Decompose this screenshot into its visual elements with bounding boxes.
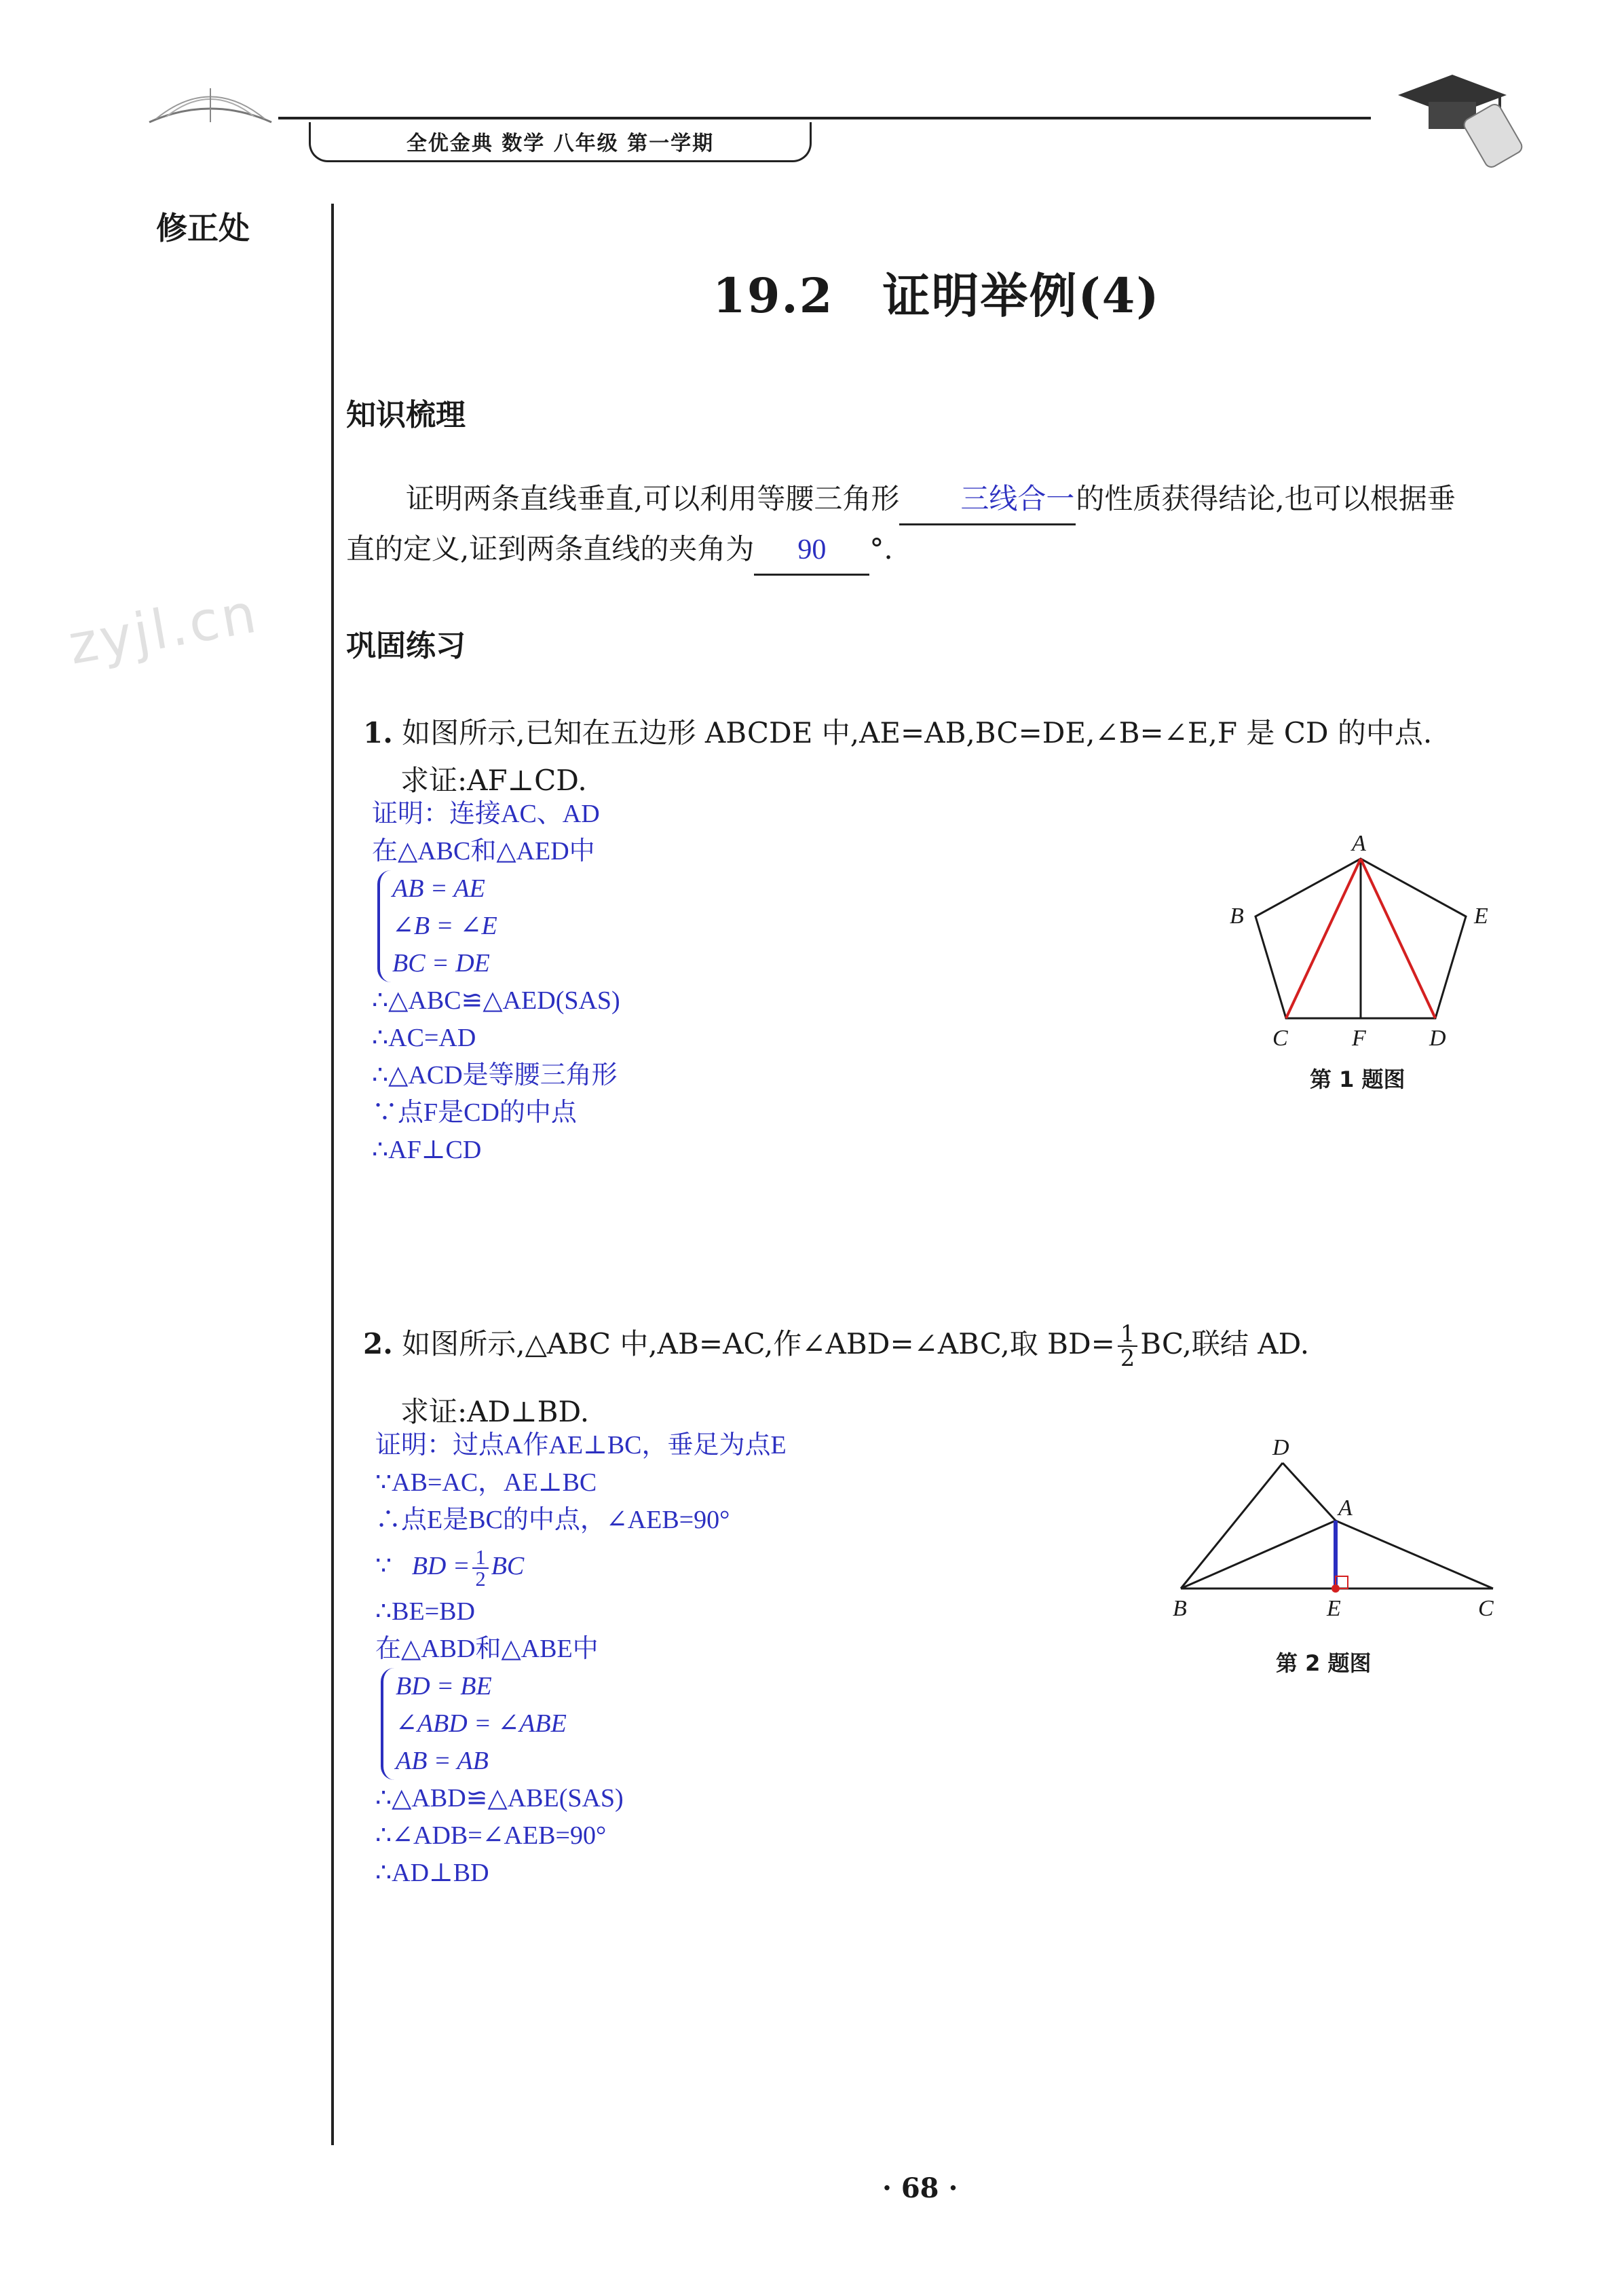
problem1-text: 如图所示,已知在五边形 ABCDE 中,AE=AB,BC=DE,∠B=∠E,F 是 CD 的中点. (402, 716, 1433, 749)
proof2-brace-line: ∠ABD = ∠ABE (396, 1709, 567, 1738)
knowledge-line2-pre: 直的定义,证到两条直线的夹角为 (346, 532, 755, 565)
proof2-bd-pre: BD = (411, 1552, 470, 1580)
problem2-number: 2. (363, 1327, 393, 1360)
label-d: D (1272, 1435, 1289, 1460)
problem2-prove: 求证:AD⊥BD. (400, 1395, 590, 1428)
proof1-step: ∵点F是CD的中点 (372, 1098, 577, 1127)
margin-rule (331, 204, 334, 2145)
segment-ac (1336, 1521, 1493, 1589)
proof2-brace-line: AB = AB (396, 1747, 489, 1775)
label-a: A (1338, 1496, 1353, 1521)
problem2-proof (375, 1427, 787, 1892)
problem1-proof (372, 796, 620, 1169)
knowledge-line1-post: 的性质获得结论,也可以根据垂 (1076, 482, 1456, 515)
problem2-frac-den: 2 (1120, 1345, 1135, 1371)
figure2-triangle (1160, 1432, 1513, 1636)
problem1-number: 1. (363, 716, 393, 749)
proof2-line: 在△ABD和△ABE中 (375, 1635, 599, 1663)
label-b: B (1173, 1596, 1187, 1621)
point-e (1332, 1584, 1340, 1593)
label-e: E (1327, 1596, 1341, 1621)
problem1-prove: 求证:AF⊥CD. (400, 764, 587, 797)
proof1-brace (377, 870, 620, 982)
label-e: E (1474, 904, 1488, 929)
knowledge-paragraph (346, 475, 1527, 576)
watermark: zyjl.cn (64, 581, 263, 677)
proof2-step: ∴△ABD≌△ABE(SAS) (375, 1784, 624, 1813)
proof2-line: ∴BE=BD (375, 1597, 475, 1626)
label-d: D (1429, 1026, 1446, 1051)
page-title: 19.2 证明举例(4) (713, 267, 1160, 324)
proof2-frac-den: 2 (475, 1567, 486, 1591)
segment-da (1283, 1463, 1336, 1521)
proof2-since: ∵ (375, 1552, 392, 1580)
problem1-statement (363, 709, 1530, 757)
proof2-fraction (472, 1547, 488, 1590)
page-number: · 68 · (882, 2172, 958, 2204)
proof1-step: ∴△ACD是等腰三角形 (372, 1061, 618, 1090)
proof2-frac-num: 1 (472, 1547, 488, 1569)
correction-label: 修正处 (156, 210, 250, 246)
segment-bd (1181, 1463, 1283, 1589)
proof2-bd-line (375, 1539, 787, 1593)
label-c: C (1272, 1026, 1288, 1051)
figure1-caption: 第 1 题图 (1310, 1066, 1405, 1092)
figure1-pentagon (1208, 821, 1507, 1066)
section-heading-practice: 巩固练习 (346, 629, 466, 663)
segment-ad (1361, 859, 1435, 1018)
proof1-step: ∴△ABC≌△AED(SAS) (372, 986, 620, 1015)
header-rule (278, 117, 1371, 119)
segment-ac (1286, 859, 1361, 1018)
problem2-text-post: BC,联结 AD. (1140, 1327, 1310, 1360)
knowledge-line1-pre: 证明两条直线垂直,可以利用等腰三角形 (406, 482, 900, 515)
proof2-brace-line: BD = BE (396, 1672, 492, 1701)
problem2-fraction (1118, 1322, 1137, 1369)
proof2-step: ∴∠ADB=∠AEB=90° (375, 1821, 607, 1850)
answer-blank-2: 90 (754, 526, 869, 576)
problem2-statement (363, 1320, 1530, 1370)
graduation-cap-icon (1391, 61, 1527, 170)
proof2-bd-post: BC (491, 1552, 525, 1580)
problem2-text-pre: 如图所示,△ABC 中,AB=AC,作∠ABD=∠ABC,取 BD= (402, 1327, 1115, 1360)
label-c: C (1478, 1596, 1494, 1621)
knowledge-line2-post: °. (869, 532, 893, 565)
proof2-line: ∴点E是BC的中点，∠AEB=90° (375, 1506, 730, 1534)
proof1-line: 在△ABC和△AED中 (372, 837, 595, 866)
proof1-step: ∴AF⊥CD (372, 1136, 482, 1164)
answer-blank-1: 三线合一 (899, 476, 1076, 525)
proof1-brace-line: ∠B = ∠E (392, 912, 497, 940)
label-b: B (1230, 904, 1244, 929)
header-series: 全优金典 数学 八年级 第一学期 (309, 122, 812, 162)
proof2-brace (381, 1668, 787, 1780)
segment-ba (1181, 1521, 1336, 1589)
label-f: F (1352, 1026, 1366, 1051)
proof2-line: ∵AB=AC，AE⊥BC (375, 1468, 597, 1497)
proof1-brace-line: BC = DE (392, 949, 490, 978)
proof2-step: ∴AD⊥BD (375, 1859, 489, 1887)
section-heading-knowledge: 知识梳理 (346, 398, 466, 432)
proof1-line: 证明：连接AC、AD (372, 800, 600, 828)
proof2-line: 证明：过点A作AE⊥BC，垂足为点E (375, 1431, 787, 1460)
figure2-caption: 第 2 题图 (1276, 1650, 1372, 1676)
label-a: A (1352, 831, 1366, 856)
problem2-frac-num: 1 (1118, 1322, 1137, 1347)
proof1-step: ∴AC=AD (372, 1024, 476, 1052)
book-logo-icon (143, 68, 278, 129)
proof1-brace-line: AB = AE (392, 874, 485, 903)
